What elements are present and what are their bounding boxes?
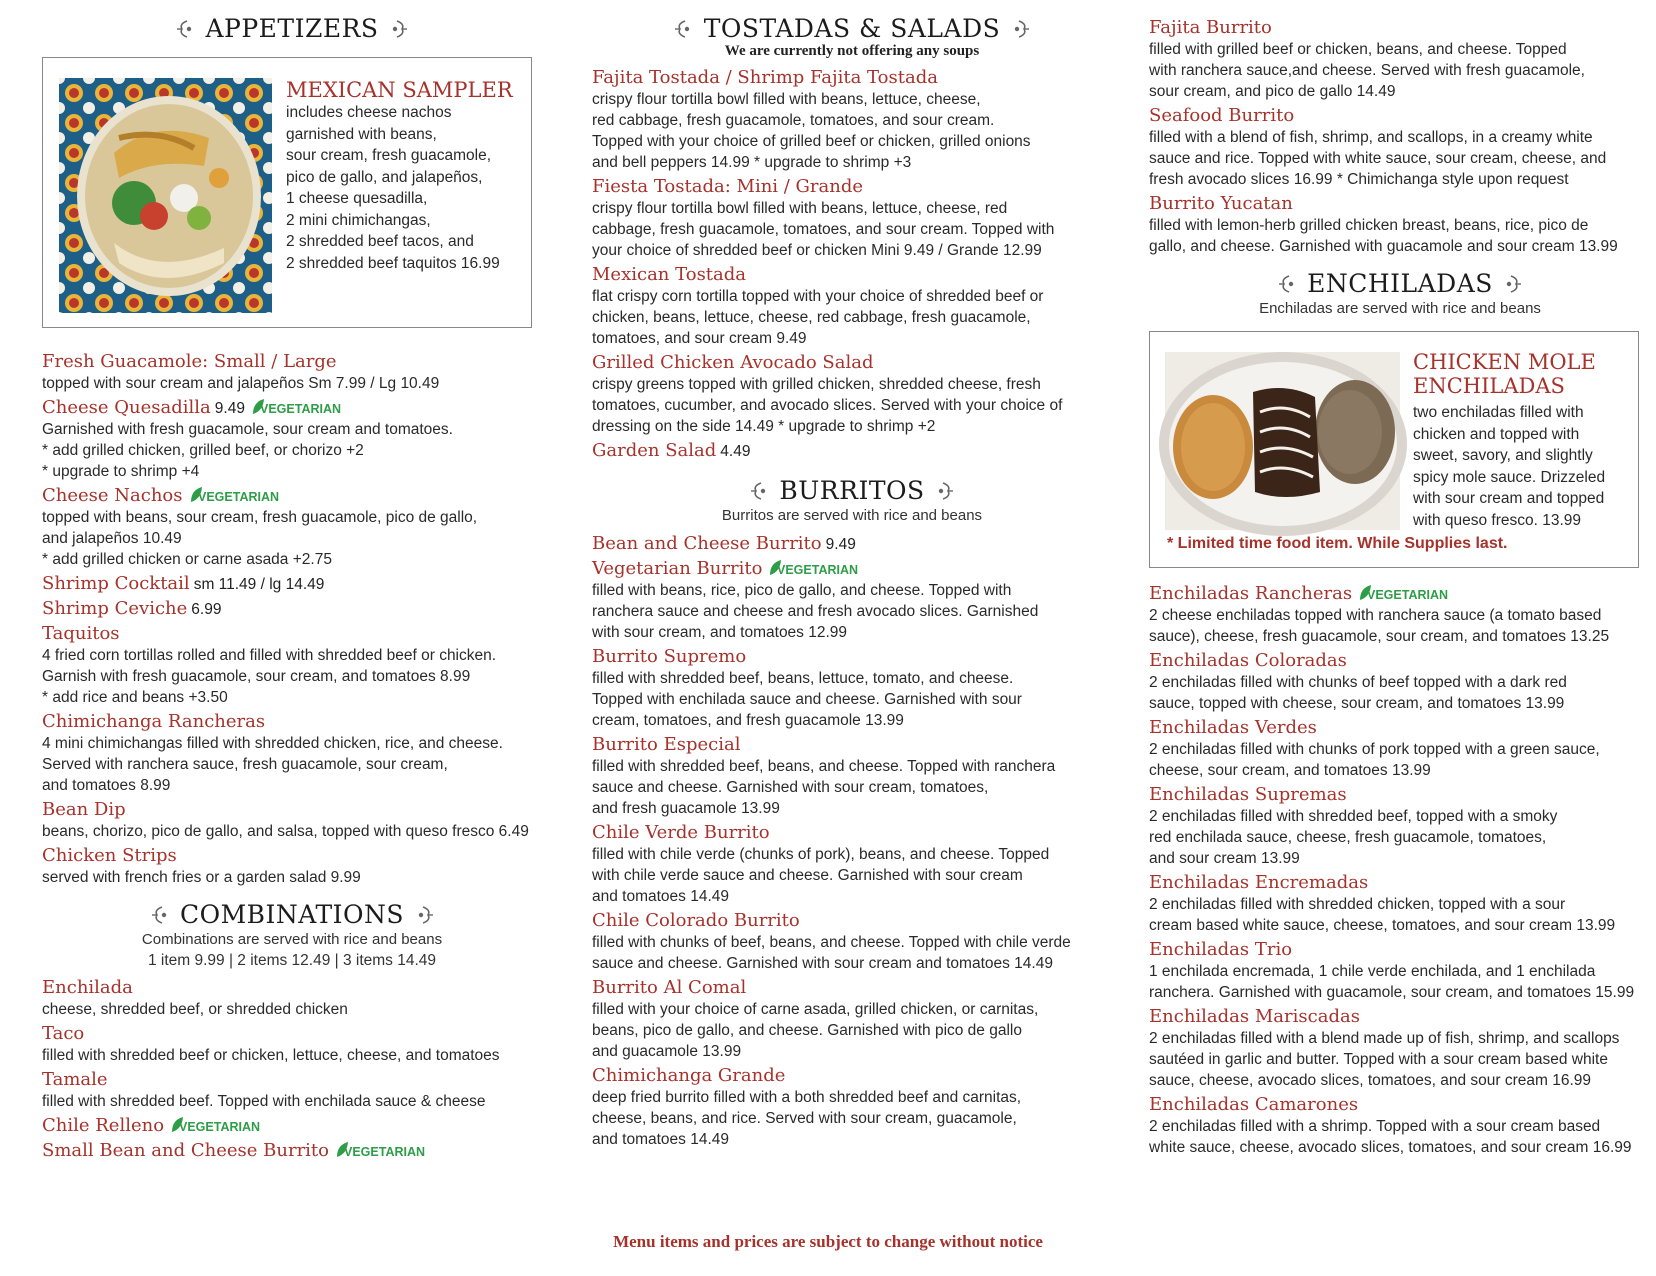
menu-item <box>1149 872 1651 936</box>
menu-item <box>592 977 1112 1062</box>
menu-item-desc-line: and bell peppers 14.99 * upgrade to shrimp +3 <box>592 154 912 171</box>
chicken-mole-photo <box>1165 352 1400 530</box>
burritos-subtitle: Burritos are served with rice and beans <box>721 507 983 524</box>
menu-item <box>1149 17 1651 102</box>
menu-item-desc-line: with sour cream, and tomatoes 12.99 <box>592 624 848 641</box>
desc-line: 2 shredded beef tacos, and <box>286 233 474 250</box>
menu-item-name: Enchiladas Verdes <box>1149 717 1317 738</box>
desc-line: two enchiladas filled with <box>1413 404 1584 421</box>
menu-item <box>42 1069 542 1112</box>
combinations-subtitle: Combinations are served with rice and beans <box>141 931 443 948</box>
menu-item-desc-line: Topped with your choice of grilled beef or chicken, grilled onions <box>592 133 1031 150</box>
menu-item-header <box>592 67 1112 89</box>
menu-item <box>592 558 1112 643</box>
menu-item-name: Fresh Guacamole: Small / Large <box>42 351 337 372</box>
vegetarian-badge-icon <box>251 398 341 416</box>
menu-item-desc-line: sautéed in garlic and butter. Topped with a sour cream based white <box>1149 1051 1608 1068</box>
menu-item-desc-line: crispy greens topped with grilled chicken, shredded cheese, fresh <box>592 376 1041 393</box>
desc-line: 2 mini chimichangas, <box>286 211 431 229</box>
vegetarian-badge-label: VEGETARIAN <box>179 1119 261 1134</box>
vegetarian-badge-icon <box>335 1141 426 1159</box>
menu-item <box>1149 717 1651 781</box>
footer-disclaimer: Menu items and prices are subject to change without notice <box>613 1232 1043 1251</box>
menu-item-desc-line: ranchera sauce and cheese and fresh avocado slices. Garnished <box>592 603 1039 620</box>
menu-item-desc-line: * add grilled chicken or carne asada +2.75 <box>42 551 332 568</box>
menu-item-desc-line: beans, chorizo, pico de gallo, and salsa, topped with queso fresco 6.49 <box>42 823 529 840</box>
chicken-mole-text <box>1413 350 1633 531</box>
vegetarian-badge-icon <box>1358 584 1449 602</box>
menu-item-desc-line: 2 enchiladas filled with chunks of pork topped with a green sauce, <box>1149 741 1600 758</box>
menu-item-name: Chile Verde Burrito <box>592 822 770 843</box>
menu-item <box>1149 650 1651 714</box>
chicken-mole-desc <box>1413 402 1633 531</box>
menu-item-desc-line: Served with ranchera sauce, fresh guacamole, sour cream, <box>42 756 448 773</box>
menu-item-name: Taco <box>42 1023 85 1044</box>
desc-line: 2 shredded beef taquitos 16.99 <box>286 254 500 272</box>
appetizers-header <box>42 14 542 43</box>
menu-item-desc-line: filled with shredded beef. Topped with enchilada sauce & cheese <box>42 1093 486 1110</box>
menu-item-header <box>592 176 1112 198</box>
menu-item-desc-line: Garnished with fresh guacamole, sour cream and tomatoes. <box>42 421 453 438</box>
ornament-left-icon <box>1275 273 1297 295</box>
menu-item-desc-line: filled with your choice of carne asada, grilled chicken, or carnitas, <box>592 1001 1039 1018</box>
vegetarian-badge-label: VEGETARIAN <box>1367 587 1449 602</box>
menu-item-name: Enchiladas Rancheras <box>1149 583 1353 604</box>
menu-item-desc-line: deep fried burrito filled with a both shredded beef and carnitas, <box>592 1089 1022 1106</box>
menu-item-desc-line: filled with chile verde (chunks of pork), beans, and cheese. Topped <box>592 846 1050 863</box>
menu-item-desc-line: and jalapeños 10.49 <box>42 530 182 547</box>
menu-item-name: Small Bean and Cheese Burrito <box>42 1140 329 1161</box>
menu-item-desc-line: 2 enchiladas filled with shredded chicken, topped with a sour <box>1149 896 1566 913</box>
menu-item-header <box>42 623 542 645</box>
menu-item-header <box>592 352 1112 374</box>
desc-line: 1 cheese quesadilla, <box>286 190 428 207</box>
menu-item <box>1149 583 1651 647</box>
menu-item <box>42 623 542 708</box>
menu-item-desc-line: and fresh guacamole 13.99 <box>592 800 780 817</box>
menu-item-name: Cheese Nachos <box>42 485 183 506</box>
combinations-header <box>42 900 542 929</box>
combinations-list <box>42 977 542 1162</box>
menu-item <box>42 573 542 595</box>
tostadas-subtitle: We are currently not offering any soups <box>724 43 980 59</box>
mexican-sampler-text <box>286 78 526 274</box>
menu-item-header <box>592 440 1112 462</box>
desc-line: chicken and topped with <box>1413 425 1580 443</box>
menu-item-desc-line: served with french fries or a garden salad 9.99 <box>42 869 361 886</box>
tostadas-title: TOSTADAS & SALADS <box>703 14 1001 43</box>
appetizers-title: APPETIZERS <box>205 14 379 43</box>
menu-item-desc-line: * add grilled chicken, grilled beef, or chorizo +2 <box>42 442 364 459</box>
mexican-sampler-photo <box>59 78 272 313</box>
enchiladas-title: ENCHILADAS <box>1307 269 1493 298</box>
menu-item-header <box>1149 17 1651 39</box>
menu-item <box>42 799 542 842</box>
menu-item-desc-line: with chile verde sauce and cheese. Garnished with sour cream <box>592 867 1023 884</box>
menu-item-name: Vegetarian Burrito <box>592 558 763 579</box>
menu-item-name: Enchiladas Mariscadas <box>1149 1006 1360 1027</box>
tostadas-header <box>592 14 1112 43</box>
menu-item-desc-line: filled with shredded beef or chicken, lettuce, cheese, and tomatoes <box>42 1047 500 1064</box>
menu-item <box>592 176 1112 261</box>
column-right <box>1149 14 1651 1158</box>
title-line: CHICKEN MOLE <box>1413 350 1596 374</box>
menu-item <box>1149 1006 1651 1091</box>
burritos-continued-list <box>1149 17 1651 257</box>
ornament-right-icon <box>389 18 411 40</box>
menu-item-desc-line: tomatoes, and sour cream 9.49 <box>592 330 807 347</box>
menu-item-header <box>42 598 542 620</box>
menu-item-header <box>42 1069 542 1091</box>
menu-item <box>42 845 542 888</box>
ornament-left-icon <box>671 18 693 40</box>
menu-item-name: Enchiladas Trio <box>1149 939 1293 960</box>
menu-item-name: Tamale <box>42 1069 108 1090</box>
vegetarian-badge-icon <box>170 1116 261 1134</box>
menu-item-desc-line: cabbage, fresh guacamole, tomatoes, and sour cream. Topped with <box>592 221 1055 238</box>
ornament-right-icon <box>415 904 437 926</box>
limited-time-note: * Limited time food item. While Supplies last. <box>1167 535 1508 552</box>
menu-item-desc-line: 2 enchiladas filled with chunks of beef topped with a dark red <box>1149 674 1567 691</box>
menu-item-desc-line: sauce and rice. Topped with white sauce, sour cream, cheese, and <box>1149 150 1607 167</box>
desc-line: with queso fresco. 13.99 <box>1413 511 1582 529</box>
menu-item-desc-line: cheese, beans, and rice. Served with sour cream, guacamole, <box>592 1110 1017 1127</box>
menu-item-name: Fajita Burrito <box>1149 17 1272 38</box>
vegetarian-badge-icon <box>768 559 859 577</box>
vegetarian-badge-label: VEGETARIAN <box>777 562 859 577</box>
menu-item-name: Fajita Tostada / Shrimp Fajita Tostada <box>592 67 938 88</box>
menu-item-name: Burrito Supremo <box>592 646 747 667</box>
menu-item-header <box>42 351 542 373</box>
menu-item-price: 9.49 <box>214 400 245 417</box>
menu-item-name: Shrimp Cocktail <box>42 573 190 594</box>
menu-item-desc-line: with ranchera sauce,and cheese. Served with fresh guacamole, <box>1149 62 1585 79</box>
mexican-sampler-title: MEXICAN SAMPLER <box>286 78 513 102</box>
menu-item-name: Enchilada <box>42 977 133 998</box>
menu-item-name: Chicken Strips <box>42 845 177 866</box>
menu-item <box>592 822 1112 907</box>
menu-item-desc-line: filled with shredded beef, beans, and cheese. Topped with ranchera <box>592 758 1056 775</box>
menu-item-desc-line: cream, tomatoes, and fresh guacamole 13.99 <box>592 712 904 729</box>
menu-item-name: Seafood Burrito <box>1149 105 1295 126</box>
menu-item-desc-line: gallo, and cheese. Garnished with guacamole and sour cream 13.99 <box>1149 238 1618 255</box>
menu-item-desc-line: flat crispy corn tortilla topped with your choice of shredded beef or <box>592 288 1044 305</box>
menu-item-price: 6.99 <box>191 601 222 618</box>
menu-item-desc-line: * upgrade to shrimp +4 <box>42 463 200 480</box>
menu-item-name: Bean Dip <box>42 799 126 820</box>
chicken-mole-title <box>1413 350 1633 398</box>
mexican-sampler-feature <box>42 57 532 328</box>
menu-item <box>42 1115 542 1137</box>
combinations-prices: 1 item 9.99 | 2 items 12.49 | 3 items 14.49 <box>147 952 437 969</box>
menu-item <box>42 1140 542 1162</box>
desc-line: sweet, savory, and slightly <box>1413 447 1593 464</box>
menu-item-header <box>1149 872 1651 894</box>
enchiladas-header <box>1149 269 1651 298</box>
menu-item-desc-line: 2 enchiladas filled with a shrimp. Topped with a sour cream based <box>1149 1118 1601 1135</box>
burritos-header <box>592 476 1112 505</box>
menu-item-price: sm 11.49 / lg 14.49 <box>193 576 325 593</box>
menu-item-desc-line: and tomatoes 14.49 <box>592 888 730 905</box>
vegetarian-badge-icon <box>189 486 279 504</box>
menu-item-header <box>1149 193 1651 215</box>
menu-item-name: Enchiladas Supremas <box>1149 784 1347 805</box>
vegetarian-badge-label: VEGETARIAN <box>197 489 279 504</box>
menu-item <box>592 440 1112 462</box>
desc-line: with sour cream and topped <box>1413 490 1605 507</box>
menu-item-header <box>42 845 542 867</box>
menu-item-header <box>1149 1006 1651 1028</box>
menu-item-desc-line: 2 cheese enchiladas topped with ranchera sauce (a tomato based <box>1149 607 1602 624</box>
menu-item-desc-line: sauce and cheese. Garnished with sour cream and tomatoes 14.49 <box>592 955 1053 972</box>
menu-item-name: Grilled Chicken Avocado Salad <box>592 352 874 373</box>
menu-item <box>42 598 542 620</box>
menu-item-desc-line: beans, pico de gallo, and cheese. Garnished with pico de gallo <box>592 1022 1022 1039</box>
menu-item-desc-line: cheese, sour cream, and tomatoes 13.99 <box>1149 762 1431 779</box>
menu-item-header <box>592 646 1112 668</box>
menu-item-name: Enchiladas Camarones <box>1149 1094 1359 1115</box>
menu-item-desc-line: dressing on the side 14.49 * upgrade to shrimp +2 <box>592 418 936 435</box>
menu-item-name: Burrito Al Comal <box>592 977 747 998</box>
ornament-right-icon <box>1011 18 1033 40</box>
menu-item-desc-line: topped with beans, sour cream, fresh guacamole, pico de gallo, <box>42 509 478 526</box>
menu-item-price: 9.49 <box>825 536 856 553</box>
menu-item-header <box>592 1065 1112 1087</box>
menu-item <box>592 734 1112 819</box>
menu-item-desc-line: 1 enchilada encremada, 1 chile verde enchilada, and 1 enchilada <box>1149 963 1596 980</box>
ornament-left-icon <box>148 904 170 926</box>
menu-item-desc-line: Topped with enchilada sauce and cheese. Garnished with sour <box>592 691 1022 708</box>
menu-item-name: Burrito Yucatan <box>1149 193 1293 214</box>
menu-item-header <box>42 977 542 999</box>
menu-item-header <box>42 799 542 821</box>
enchiladas-subtitle: Enchiladas are served with rice and beans <box>1259 300 1541 317</box>
menu-item-desc-line: 2 enchiladas filled with a blend made up of fish, shrimp, and scallops <box>1149 1030 1620 1047</box>
menu-item <box>42 977 542 1020</box>
menu-item-header <box>592 822 1112 844</box>
desc-line: sour cream, fresh guacamole, <box>286 147 492 164</box>
menu-item <box>1149 784 1651 869</box>
menu-item <box>592 264 1112 349</box>
menu-item-desc-line: and tomatoes 8.99 <box>42 777 171 794</box>
menu-item-header <box>42 485 542 507</box>
menu-item <box>1149 105 1651 190</box>
menu-item-name: Cheese Quesadilla <box>42 397 211 418</box>
menu-item-header <box>42 573 542 595</box>
menu-item-header <box>1149 717 1651 739</box>
menu-item-header <box>42 711 542 733</box>
menu-item-desc-line: red cabbage, fresh guacamole, tomatoes, and sour cream. <box>592 112 995 129</box>
menu-item-desc-line: topped with sour cream and jalapeños Sm 7.99 / Lg 10.49 <box>42 375 440 392</box>
menu-item-header <box>42 1140 542 1162</box>
menu-item-desc-line: filled with lemon-herb grilled chicken breast, beans, rice, pico de <box>1149 217 1589 234</box>
menu-item <box>592 533 1112 555</box>
menu-item-desc-line: sauce, topped with cheese, sour cream, and tomatoes 13.99 <box>1149 695 1565 712</box>
menu-item-desc-line: ranchera. Garnished with guacamole, sour cream, and tomatoes 15.99 <box>1149 984 1635 1001</box>
menu-item-name: Chimichanga Grande <box>592 1065 786 1086</box>
menu-item-name: Chimichanga Rancheras <box>42 711 266 732</box>
menu-item-header <box>592 977 1112 999</box>
menu-item-desc-line: crispy flour tortilla bowl filled with beans, lettuce, cheese, red <box>592 200 1008 217</box>
tostadas-list <box>592 67 1112 462</box>
menu-item-header <box>592 734 1112 756</box>
menu-item-header <box>42 1023 542 1045</box>
ornament-right-icon <box>1503 273 1525 295</box>
menu-item-name: Chile Colorado Burrito <box>592 910 800 931</box>
menu-item-desc-line: fresh avocado slices 16.99 * Chimichanga style upon request <box>1149 171 1569 188</box>
menu-item-desc-line: filled with shredded beef, beans, lettuce, tomato, and cheese. <box>592 670 1014 687</box>
menu-item-desc-line: sauce and cheese. Garnished with sour cream, tomatoes, <box>592 779 989 796</box>
menu-item-name: Taquitos <box>42 623 120 644</box>
column-left <box>42 14 542 1162</box>
menu-item-header <box>1149 583 1651 605</box>
menu-item-desc-line: sour cream, and pico de gallo 14.49 <box>1149 83 1396 100</box>
menu-item-name: Shrimp Ceviche <box>42 598 188 619</box>
burritos-list <box>592 533 1112 1150</box>
menu-item <box>592 352 1112 437</box>
menu-item-name: Bean and Cheese Burrito <box>592 533 822 554</box>
menu-item-desc-line: and sour cream 13.99 <box>1149 850 1300 867</box>
menu-item-header <box>1149 105 1651 127</box>
menu-item-desc-line: crispy flour tortilla bowl filled with beans, lettuce, cheese, <box>592 91 981 108</box>
menu-item-header <box>42 397 542 419</box>
desc-line: pico de gallo, and jalapeños, <box>286 168 483 186</box>
column-middle <box>592 14 1112 1150</box>
menu-item <box>592 910 1112 974</box>
menu-item-header <box>1149 939 1651 961</box>
menu-item-desc-line: red enchilada sauce, cheese, fresh guacamole, tomatoes, <box>1149 829 1547 846</box>
appetizers-list <box>42 351 542 888</box>
menu-item-desc-line: filled with grilled beef or chicken, beans, and cheese. Topped <box>1149 41 1567 58</box>
menu-item-desc-line: * add rice and beans +3.50 <box>42 689 228 706</box>
menu-item-name: Fiesta Tostada: Mini / Grande <box>592 176 864 197</box>
menu-item-desc-line: Garnish with fresh guacamole, sour cream, and tomatoes 8.99 <box>42 668 471 685</box>
menu-item <box>42 351 542 394</box>
menu-item-header <box>1149 1094 1651 1116</box>
menu-item-desc-line: filled with a blend of fish, shrimp, and scallops, in a creamy white <box>1149 129 1593 146</box>
menu-item <box>1149 193 1651 257</box>
ornament-right-icon <box>935 480 957 502</box>
enchiladas-list <box>1149 583 1651 1158</box>
menu-item-header <box>592 533 1112 555</box>
menu-item-desc-line: filled with beans, rice, pico de gallo, and cheese. Topped with <box>592 582 1012 599</box>
menu-item-desc-line: sauce), cheese, fresh guacamole, sour cream, and tomatoes 13.25 <box>1149 628 1610 645</box>
menu-item-header <box>1149 650 1651 672</box>
vegetarian-badge-label: VEGETARIAN <box>259 401 341 416</box>
menu-item-desc-line: tomatoes, cucumber, and avocado slices. Served with your choice of <box>592 397 1063 414</box>
menu-item <box>42 1023 542 1066</box>
menu-item-desc-line: and guacamole 13.99 <box>592 1043 742 1060</box>
menu-item-header <box>42 1115 542 1137</box>
vegetarian-badge-label: VEGETARIAN <box>344 1144 426 1159</box>
burritos-title: BURRITOS <box>779 476 925 505</box>
menu-item-header <box>1149 784 1651 806</box>
menu-item-name: Garden Salad <box>592 440 717 461</box>
menu-item-desc-line: cheese, shredded beef, or shredded chicken <box>42 1001 348 1018</box>
ornament-left-icon <box>173 18 195 40</box>
desc-line: garnished with beans, <box>286 125 437 143</box>
menu-item-name: Chile Relleno <box>42 1115 165 1136</box>
ornament-left-icon <box>747 480 769 502</box>
menu-item-desc-line: white sauce, cheese, avocado slices, tomatoes, and sour cream 16.99 <box>1149 1139 1632 1156</box>
menu-item-desc-line: and tomatoes 14.49 <box>592 1131 730 1148</box>
menu-item-desc-line: chicken, beans, lettuce, cheese, red cabbage, fresh guacamole, <box>592 309 1031 326</box>
title-line: ENCHILADAS <box>1413 374 1565 398</box>
menu-item-price: 4.49 <box>720 443 751 460</box>
menu-item <box>42 397 542 482</box>
menu-item-desc-line: your choice of shredded beef or chicken Mini 9.49 / Grande 12.99 <box>592 242 1042 259</box>
desc-line: includes cheese nachos <box>286 104 452 121</box>
menu-item-desc-line: 4 mini chimichangas filled with shredded chicken, rice, and cheese. <box>42 735 503 752</box>
menu-item-desc-line: cream based white sauce, cheese, tomatoes, and sour cream 13.99 <box>1149 917 1616 934</box>
menu-item-name: Enchiladas Encremadas <box>1149 872 1369 893</box>
menu-item <box>592 1065 1112 1150</box>
menu-item-desc-line: 2 enchiladas filled with shredded beef, topped with a smoky <box>1149 808 1558 825</box>
menu-item-desc-line: filled with chunks of beef, beans, and cheese. Topped with chile verde <box>592 934 1071 951</box>
menu-item-desc-line: 4 fried corn tortillas rolled and filled with shredded beef or chicken. <box>42 647 497 664</box>
menu-item <box>592 646 1112 731</box>
menu-item <box>1149 939 1651 1003</box>
menu-item <box>42 485 542 570</box>
menu-item <box>1149 1094 1651 1158</box>
mexican-sampler-desc <box>286 102 526 274</box>
menu-item <box>42 711 542 796</box>
menu-item-name: Burrito Especial <box>592 734 741 755</box>
menu-item-header <box>592 264 1112 286</box>
menu-item-name: Mexican Tostada <box>592 264 747 285</box>
chicken-mole-feature <box>1149 331 1639 568</box>
menu-item <box>592 67 1112 173</box>
menu-item-name: Enchiladas Coloradas <box>1149 650 1347 671</box>
combinations-title: COMBINATIONS <box>179 900 405 929</box>
menu-item-header <box>592 910 1112 932</box>
desc-line: spicy mole sauce. Drizzeled <box>1413 468 1606 486</box>
menu-item-header <box>592 558 1112 580</box>
menu-item-desc-line: sauce, cheese, avocado slices, tomatoes, and sour cream 16.99 <box>1149 1072 1591 1089</box>
